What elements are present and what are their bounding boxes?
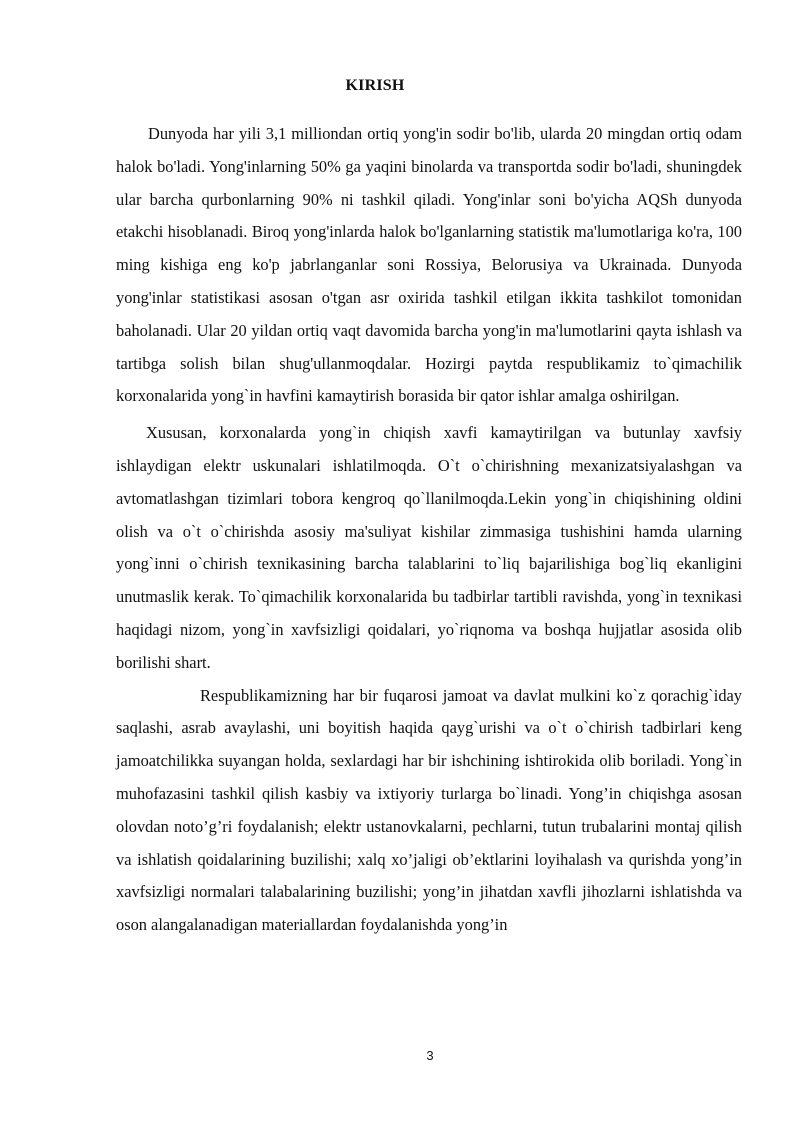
paragraph-intro: Dunyoda har yili 3,1 milliondan ortiq yong'in sodir bo'lib, ularda 20 mingdan ortiq odam halok bo'ladi. Yong'inlarning 50% ga yaqini binolarda va transportda sodir bo'ladi, shuningdek ular barcha qurbonlarning 90% ni tashkil qiladi. Yong'inlar soni bo'yicha AQSh dunyoda etakchi hisoblanadi. Biroq yong'inlarda halok bo'lganlarning statistik ma'lumotlariga ko'ra, 100 ming kishiga eng ko'p jabrlanganlar soni Rossiya, Belorusiya va Ukrainada. Dunyoda yong'inlar statistikasi asosan o'tgan asr oxirida tashkil etilgan ikkita tashkilot tomonidan baholanadi. Ular 20 yildan ortiq vaqt davomida barcha yong'in ma'lumotlarini qayta ishlash va tartibga solish bilan shug'ullanmoqdalar. Hozirgi paytda respublikamiz to`qimachilik korxonalarida yong`in havfini kamaytirish borasida bir qator ishlar amalga oshirilgan. — [116, 124, 742, 406]
paragraph-equipment: Xususan, korxonalarda yong`in chiqish xavfi kamaytirilgan va butunlay xavfsiy ishlaydigan elektr uskunalari ishlatilmoqda. O`t o`chirishning mexanizatsiyalashgan va avtomatlashgan tizimlari tobora kengroq qo`llanilmoqda.Lekin yong`in chiqishining oldini olish va o`t o`chirishda asosiy ma'suliyat kishilar zimmasiga tushishini hamda ularning yong`inni o`chirish texnikasining barcha talablarini to`liq bajarilishiga bog`liq ekanligini unutmaslik kerak. To`qimachilik korxonalarida bu tadbirlar tartibli ravishda, yong`in texnikasi haqidagi nizom, yong`in xavfsizligi qoidalari, yo`riqnoma va boshqa hujjatlar asosida olib borilishi shart. — [116, 423, 742, 672]
section-title: KIRISH — [345, 77, 405, 94]
paragraph-citizens: Respublikamizning har bir fuqarosi jamoat va davlat mulkini ko`z qorachig`iday saqlashi, asrab avaylashi, uni boyitish haqida qayg`urishi va o`t o`chirish tadbirlari keng jamoatchilikka suyangan holda, sexlardagi har bir ishchining ishtirokida olib boriladi. Yong`in muhofazasini tashkil qilish kasbiy va ixtiyoriy turlarga bo`linadi. Yong’in chiqishga asosan olovdan noto’g’ri foydalanish; elektr ustanovkalarni, pechlarni, tutun trubalarini montaj qilish va ishlatish qoidalarining buzilishi; xalq xo’jaligi ob’ektlarini loyihalash va qurishda yong’in xavfsizligi normalari talabalarining buzilishi; yong’in jihatdan xavfli jihozlarni ishlatishda va oson alangalanadigan materiallardan foydalanishda yong’in — [116, 685, 742, 935]
body-text — [116, 118, 742, 942]
page-number: 3 — [426, 1048, 434, 1063]
